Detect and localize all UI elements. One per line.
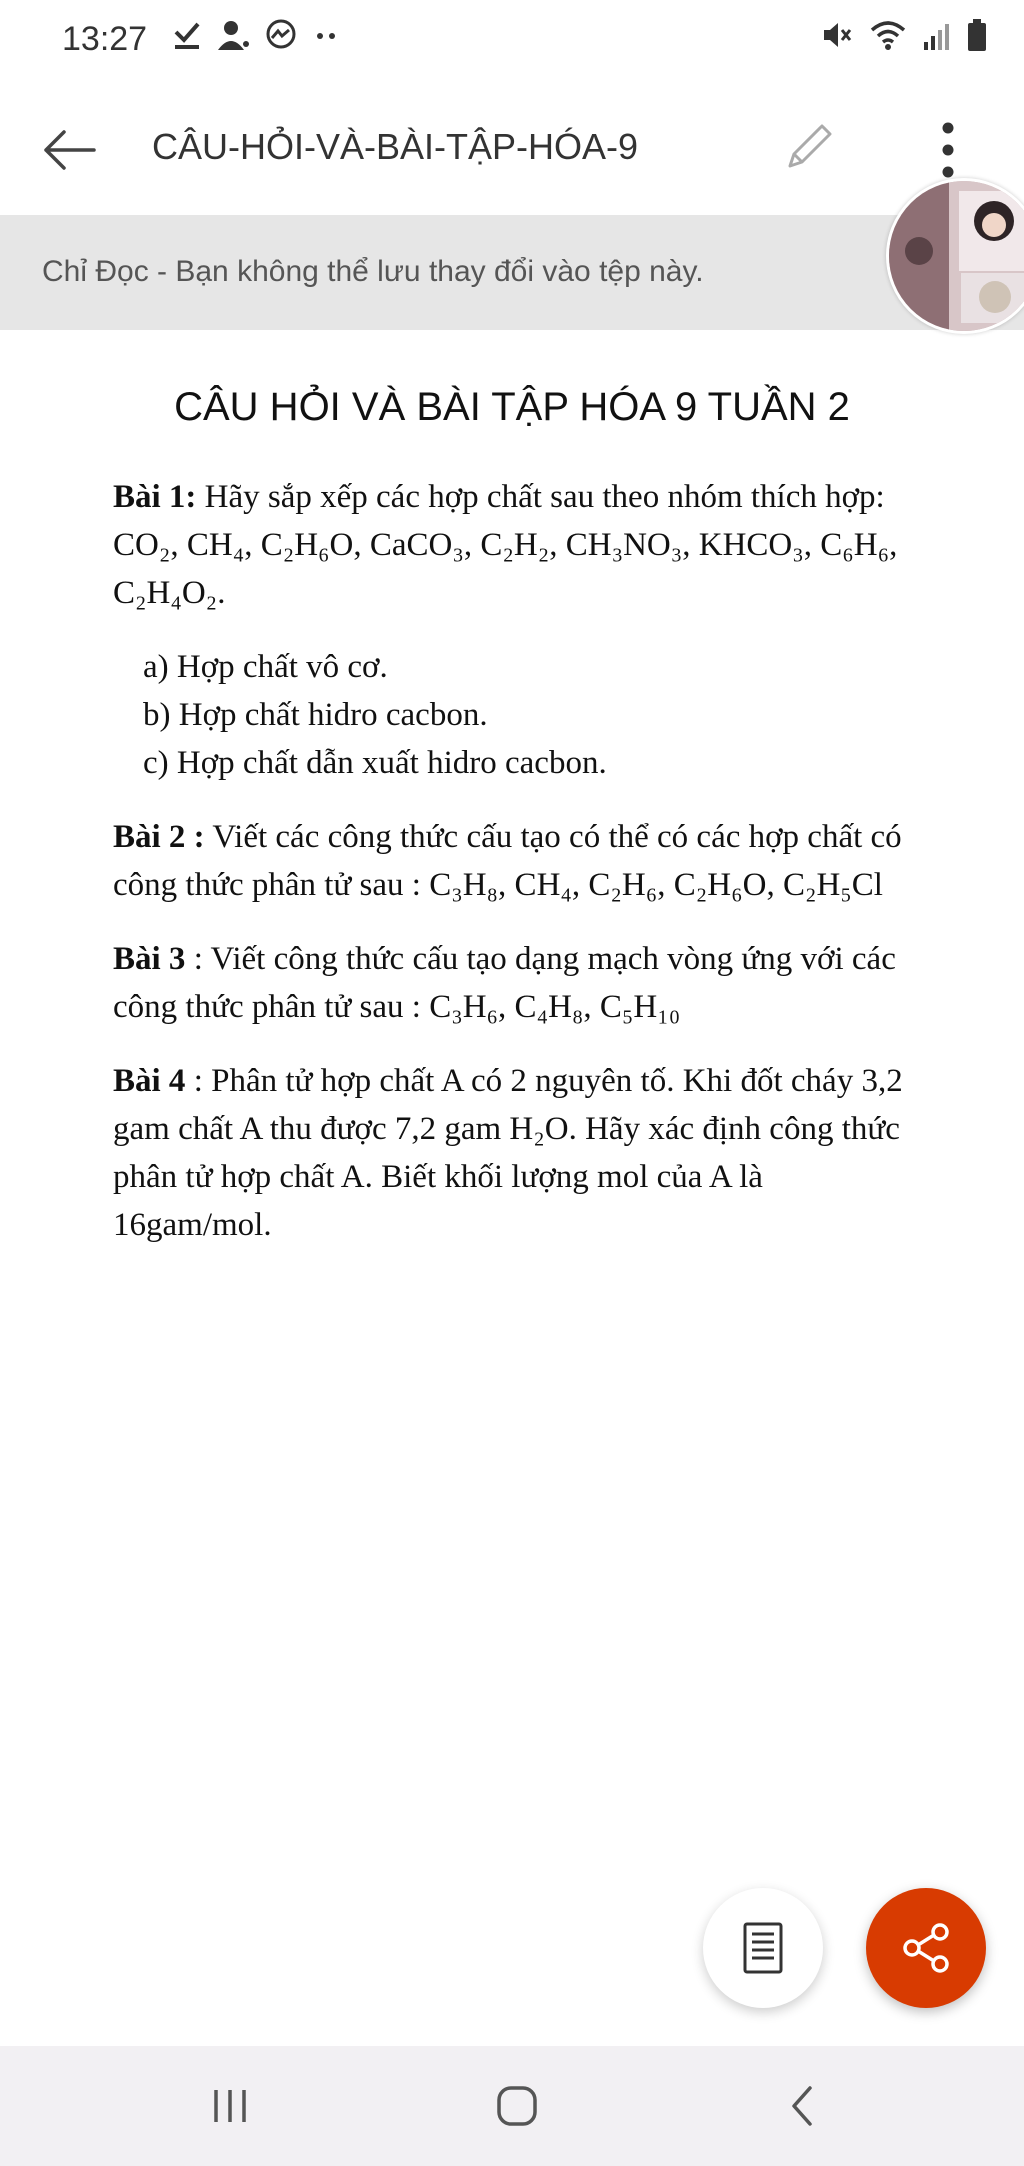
battery-icon: [966, 18, 988, 52]
exercise-4-label: Bài 4: [113, 1063, 186, 1099]
readonly-banner: [0, 215, 1024, 330]
share-button[interactable]: [866, 1888, 986, 2008]
document-heading: CÂU HỎI VÀ BÀI TẬP HÓA 9 TUẦN 2: [174, 385, 850, 429]
status-left-icons: [172, 18, 342, 52]
exercise-3: [113, 935, 913, 1031]
recent-apps-icon[interactable]: [200, 2076, 260, 2136]
document-view-icon: [733, 1918, 793, 1978]
exercise-4: [113, 1057, 913, 1249]
readonly-banner-text: Chỉ Đọc - Bạn không thể lưu thay đổi vào tệp này.: [42, 255, 704, 288]
signal-icon: [922, 18, 952, 52]
option-b: b) Hợp chất hidro cacbon.: [143, 697, 488, 733]
more-options-icon[interactable]: [928, 118, 968, 182]
avatar-image: [889, 181, 1024, 331]
document-title: CÂU-HỎI-VÀ-BÀI-TẬP-HÓA-9: [152, 126, 639, 167]
exercise-1: [113, 473, 913, 617]
home-icon[interactable]: [487, 2076, 547, 2136]
back-nav-icon[interactable]: [774, 2076, 834, 2136]
contact-icon: [216, 18, 250, 52]
status-bar: [0, 0, 1024, 80]
back-arrow-icon[interactable]: [40, 120, 100, 180]
exercise-1-options: [113, 643, 913, 787]
messenger-icon: [264, 18, 298, 52]
exercise-1-label: Bài 1:: [113, 479, 197, 515]
exercise-2-text: Viết các công thức cấu tạo có thể có các hợp chất có công thức phân tử sau : C₃H₈, CH₄, C₂H₆, C₂H₆O, C₂H₅Cl: [113, 819, 902, 903]
status-time: 13:27: [62, 20, 148, 58]
edit-pencil-icon[interactable]: [778, 118, 838, 178]
exercise-1-text: Hãy sắp xếp các hợp chất sau theo nhóm thích hợp: CO₂, CH₄, C₂H₆O, CaCO₃, C₂H₂, CH₃NO₃, KHCO₃, C₆H₆, C₂H₄O₂.: [113, 479, 898, 611]
document-body: [113, 473, 913, 1275]
wifi-icon: [868, 18, 908, 52]
exercise-2-label: Bài 2 :: [113, 819, 205, 855]
exercise-3-label: Bài 3: [113, 941, 186, 977]
exercise-2: [113, 813, 913, 909]
share-icon: [896, 1918, 956, 1978]
download-done-icon: [172, 18, 202, 52]
exercise-4-text: : Phân tử hợp chất A có 2 nguyên tố. Khi đốt cháy 3,2 gam chất A thu được 7,2 gam H₂O. Hãy xác định công thức phân tử hợp chất A. Biết khối lượng mol của A là 16gam/mol.: [113, 1063, 903, 1243]
exercise-3-text: : Viết công thức cấu tạo dạng mạch vòng ứng với các công thức phân tử sau : C₃H₆, C₄H₈, C₅H₁₀: [113, 941, 896, 1025]
view-mode-button[interactable]: [703, 1888, 823, 2008]
status-right-icons: [820, 18, 988, 52]
option-a: a) Hợp chất vô cơ.: [143, 649, 388, 685]
mute-icon: [820, 18, 854, 52]
option-c: c) Hợp chất dẫn xuất hidro cacbon.: [143, 745, 607, 781]
app-bar: [0, 80, 1024, 215]
more-dots-icon: [312, 18, 342, 52]
system-nav-bar: [0, 2046, 1024, 2166]
